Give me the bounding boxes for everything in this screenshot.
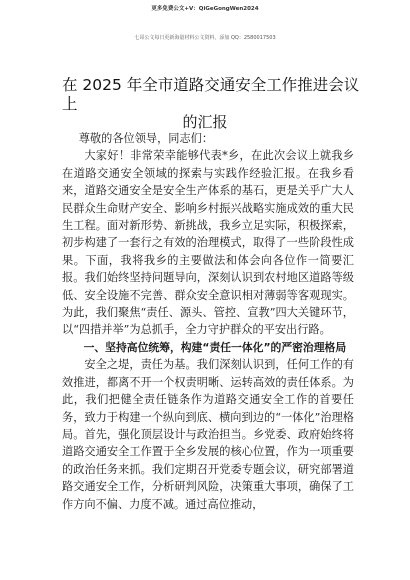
section-heading-1: 一、坚持高位统筹，构建“责任一体化”的严密治理格局 xyxy=(83,340,347,354)
paragraph-section-1: 安全之堤，责任为基。我们深刻认识到，任何工作的有效推进，都离不开一个权责明晰、运转高效的责任体系。为此，我们把健全责任链条作为道路交通安全工作的首要任务，致力于构建一个纵向到底、横向到边的“一体化”治理格局。首先，强化顶层设计与政治担当。乡党委、政府始终将道路交通安全工作置于全乡发展的核心位置，作为一项重要的政治任务来抓。我们定期召开党委专题会议，研究部署道路交通安全工作，分析研判风险，决策重大事项，确保了工作方向不偏、力度不减。通过高位推动， xyxy=(62,358,354,511)
document-title: 在 2025 年全市道路交通安全工作推进会议上 xyxy=(62,76,360,113)
paragraph-intro: 大家好！非常荣幸能够代表*乡，在此次会议上就我乡在道路交通安全领域的探索与实践作经验汇报。在我乡看来，道路交通安全是安全生产体系的基石，更是关乎广大人民群众生命财产安全、影响乡村振兴战略实施成效的重大民生工程。面对新形势、新挑战，我乡立足实际，积极探索，初步构建了一套行之有效的治理模式，取得了一些阶段性成果。下面，我将我乡的主要做法和体会向各位作一简要汇报。我们始终坚持问题导向，深刻认识到农村地区道路等级低、安全设施不完善、群众安全意识相对薄弱等客观现实。为此，我们聚焦“责任、源头、管控、宣教”四大关键环节，以“四措并举”为总抓手，全力守护群众的平安出行路。 xyxy=(62,149,354,337)
document-body xyxy=(62,130,354,513)
document-subtitle: 的汇报 xyxy=(182,113,228,131)
watermark-subheader: 七哥公文每日更新海量材料公文资料，添加 QQ：2580017503 xyxy=(134,35,276,41)
watermark-header: 更多免费公文+V：QiGeGongWen2024 xyxy=(151,6,259,12)
salutation: 尊敬的各位领导，同志们： xyxy=(78,132,214,145)
